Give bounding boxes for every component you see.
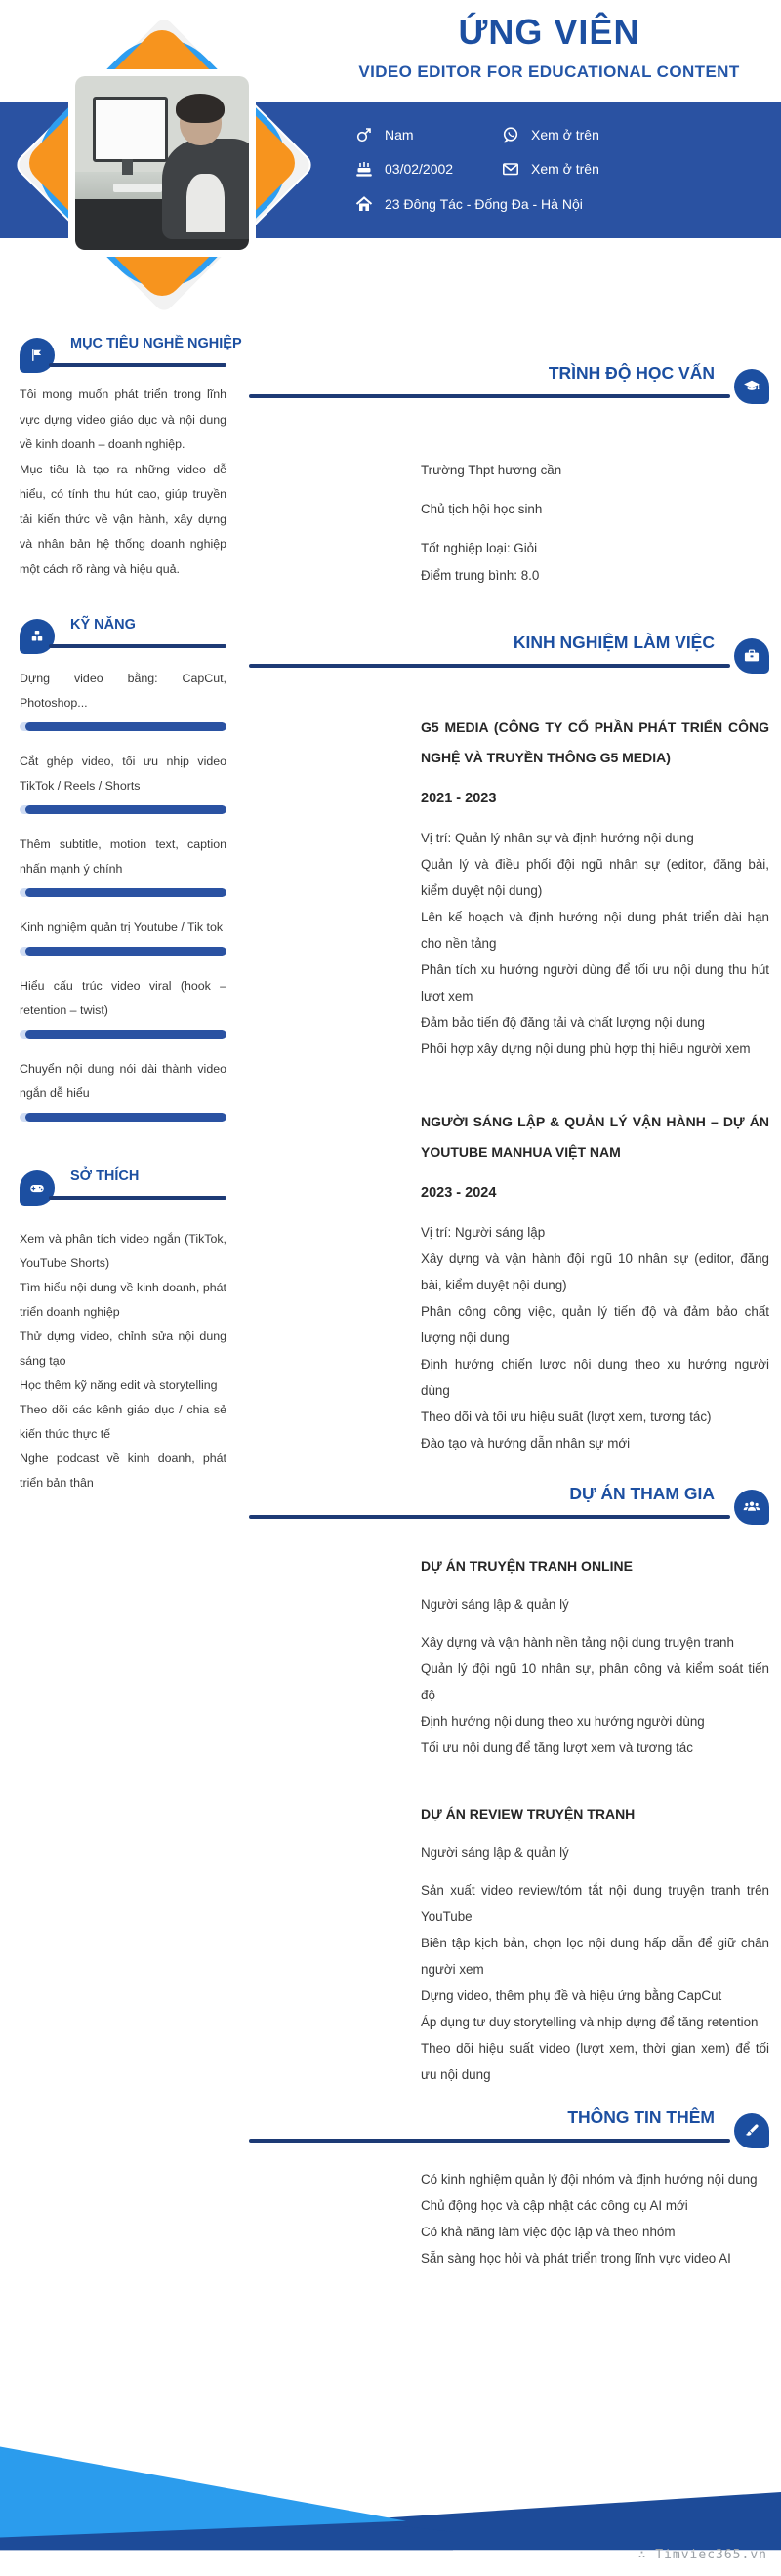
education-school: Trường Thpt hương cần	[421, 463, 562, 477]
hobby-item: Thử dựng video, chỉnh sửa nội dung sáng tạo	[20, 1329, 226, 1368]
briefcase-icon	[734, 638, 769, 674]
skills-list	[20, 667, 226, 1122]
skill-progress-bar	[20, 888, 226, 897]
skill-item: Hiểu cấu trúc video viral (hook – retention – twist)	[20, 974, 226, 1039]
section-underline	[49, 644, 226, 648]
contact-phone: Xem ở trên	[501, 125, 599, 144]
section-title: SỞ THÍCH	[70, 1168, 140, 1184]
section-underline	[249, 664, 730, 668]
project-role: Người sáng lập & quản lý	[421, 1597, 569, 1612]
graduation-cap-icon	[734, 369, 769, 404]
hobby-item: Xem và phân tích video ngắn (TikTok, YouTube Shorts)	[20, 1232, 226, 1270]
section-header-hobbies	[20, 1161, 226, 1200]
team-icon	[734, 1490, 769, 1525]
skill-item: Cắt ghép video, tối ưu nhịp video TikTok / Reels / Shorts	[20, 750, 226, 814]
project-name: DỰ ÁN REVIEW TRUYỆN TRANH	[421, 1806, 636, 1821]
experience-details: Vị trí: Quản lý nhân sự và định hướng nội dung Quản lý và điều phối đội ngũ nhân sự (editor, đăng bài, kiểm duyệt nội dung) Lên kế hoạch và định hướng nội dung phát triển dài hạn cho nền tảng Phân tích xu hướng người dùng để tối ưu nội dung thu hút lượt xem Đảm bảo tiến độ đăng tải và chất lượng nội dung Phối hợp xây dựng nội dung phù hợp thị hiếu người xem	[421, 831, 769, 1056]
hobby-item: Nghe podcast về kinh doanh, phát triển bản thân	[20, 1452, 226, 1490]
contact-birthday: 03/02/2002	[354, 159, 453, 179]
education-gpa: Điểm trung bình: 8.0	[421, 568, 540, 583]
section-header-objective	[20, 328, 242, 367]
section-title: TRÌNH ĐỘ HỌC VẤN	[548, 363, 715, 383]
experience-details: Vị trí: Người sáng lập Xây dựng và vận hành đội ngũ 10 nhân sự (editor, đăng bài, kiểm duyệt nội dung) Phân công công việc, quản lý tiến độ và đảm bảo chất lượng nội dung Định hướng chiến lược nội dung theo xu hướng người dùng Theo dõi và tối ưu hiệu suất (lượt xem, tương tác) Đào tạo và hướng dẫn nhân sự mới	[421, 1225, 769, 1451]
section-title: DỰ ÁN THAM GIA	[569, 1484, 715, 1503]
project-name: DỰ ÁN TRUYỆN TRANH ONLINE	[421, 1558, 633, 1574]
objective-text: Tôi mong muốn phát triển trong lĩnh vực dựng video giáo dục và nội dung về kinh doanh – doanh nghiệp. Mục tiêu là tạo ra những video dễ hiểu, có tính thu hút cao, giúp truyền tải kiến thức về vận hành, xây dựng và nhân bản hệ thống doanh nghiệp một cách rõ ràng và hiệu quả.	[20, 388, 226, 576]
education-position: Chủ tịch hội học sinh	[421, 502, 543, 516]
section-underline	[49, 363, 226, 367]
gamepad-icon	[20, 1170, 55, 1206]
watermark: ∴ Timviec365.vn	[637, 2548, 767, 2562]
contact-address: 23 Đông Tác - Đống Đa - Hà Nội	[354, 194, 583, 214]
skill-progress-bar	[20, 1030, 226, 1039]
experience-entry	[421, 713, 769, 1062]
contact-email: Xem ở trên	[501, 159, 599, 179]
section-underline	[249, 2139, 730, 2143]
project-role: Người sáng lập & quản lý	[421, 1845, 569, 1860]
hobby-item: Học thêm kỹ năng edit và storytelling	[20, 1378, 218, 1392]
left-column	[20, 0, 242, 1495]
experience-period: 2021 - 2023	[421, 791, 497, 806]
skill-item: Thêm subtitle, motion text, caption nhấn mạnh ý chính	[20, 833, 226, 897]
section-header-experience	[249, 629, 769, 668]
cubes-icon	[20, 619, 55, 654]
flag-icon	[20, 338, 55, 373]
project-entry	[421, 1800, 769, 2088]
section-title: KỸ NĂNG	[70, 617, 136, 633]
additional-info: Có kinh nghiệm quản lý đội nhóm và định hướng nội dung Chủ động học và cập nhật các công cụ AI mới Có khả năng làm việc độc lập và theo nhóm Sẵn sàng học hỏi và phát triển trong lĩnh vực video AI	[421, 2172, 758, 2266]
section-underline	[249, 394, 730, 398]
skill-item: Kinh nghiệm quản trị Youtube / Tik tok	[20, 916, 226, 956]
education-graduation: Tốt nghiệp loại: Giỏi	[421, 541, 538, 555]
section-underline	[49, 1196, 226, 1200]
project-entry	[421, 1552, 769, 1761]
skill-progress-bar	[20, 805, 226, 814]
contact-gender: Nam	[354, 125, 414, 144]
skill-item: Chuyển nội dung nói dài thành video ngắn dễ hiểu	[20, 1057, 226, 1122]
section-header-skills	[20, 609, 226, 648]
skill-item: Dựng video bằng: CapCut, Photoshop...	[20, 667, 226, 731]
experience-company: G5 MEDIA (CÔNG TY CỔ PHẦN PHÁT TRIỂN CÔNG NGHỆ VÀ TRUYỀN THÔNG G5 MEDIA)	[421, 719, 769, 765]
right-column	[249, 0, 769, 2271]
experience-period: 2023 - 2024	[421, 1185, 497, 1201]
hobby-item: Theo dõi các kênh giáo dục / chia sẻ kiến thức thực tế	[20, 1403, 226, 1441]
project-details: Xây dựng và vận hành nền tảng nội dung truyện tranh Quản lý đội ngũ 10 nhân sự, phân công và kiểm soát tiến độ Định hướng nội dung theo xu hướng người dùng Tối ưu nội dung để tăng lượt xem và tương tác	[421, 1635, 769, 1755]
hobby-item: Tìm hiểu nội dung về kinh doanh, phát triển doanh nghiệp	[20, 1281, 226, 1319]
brush-icon	[734, 2113, 769, 2148]
section-title: THÔNG TIN THÊM	[567, 2107, 715, 2127]
candidate-name: ỨNG VIÊN	[458, 12, 640, 52]
section-header-projects	[249, 1480, 769, 1519]
section-header-additional	[249, 2104, 769, 2143]
skill-progress-bar	[20, 722, 226, 731]
experience-entry	[421, 1107, 769, 1456]
project-details: Sản xuất video review/tóm tắt nội dung truyện tranh trên YouTube Biên tập kịch bản, chọn lọc nội dung hấp dẫn để giữ chân người xem Dựng video, thêm phụ đề và hiệu ứng bằng CapCut Áp dụng tư duy storytelling và nhịp dựng để tăng retention Theo dõi hiệu suất video (lượt xem, thời gian xem) để tối ưu nội dung	[421, 1883, 769, 2082]
experience-company: NGƯỜI SÁNG LẬP & QUẢN LÝ VẬN HÀNH – DỰ ÁN YOUTUBE MANHUA VIỆT NAM	[421, 1114, 769, 1160]
candidate-role: VIDEO EDITOR FOR EDUCATIONAL CONTENT	[358, 62, 740, 81]
section-title: MỤC TIÊU NGHỀ NGHIỆP	[70, 336, 242, 351]
section-underline	[249, 1515, 730, 1519]
hobby-list	[20, 1227, 226, 1495]
education-block	[421, 457, 769, 590]
skill-progress-bar	[20, 947, 226, 956]
section-title: KINH NGHIỆM LÀM VIỆC	[513, 633, 715, 652]
skill-progress-bar	[20, 1113, 226, 1122]
section-header-education	[249, 359, 769, 398]
